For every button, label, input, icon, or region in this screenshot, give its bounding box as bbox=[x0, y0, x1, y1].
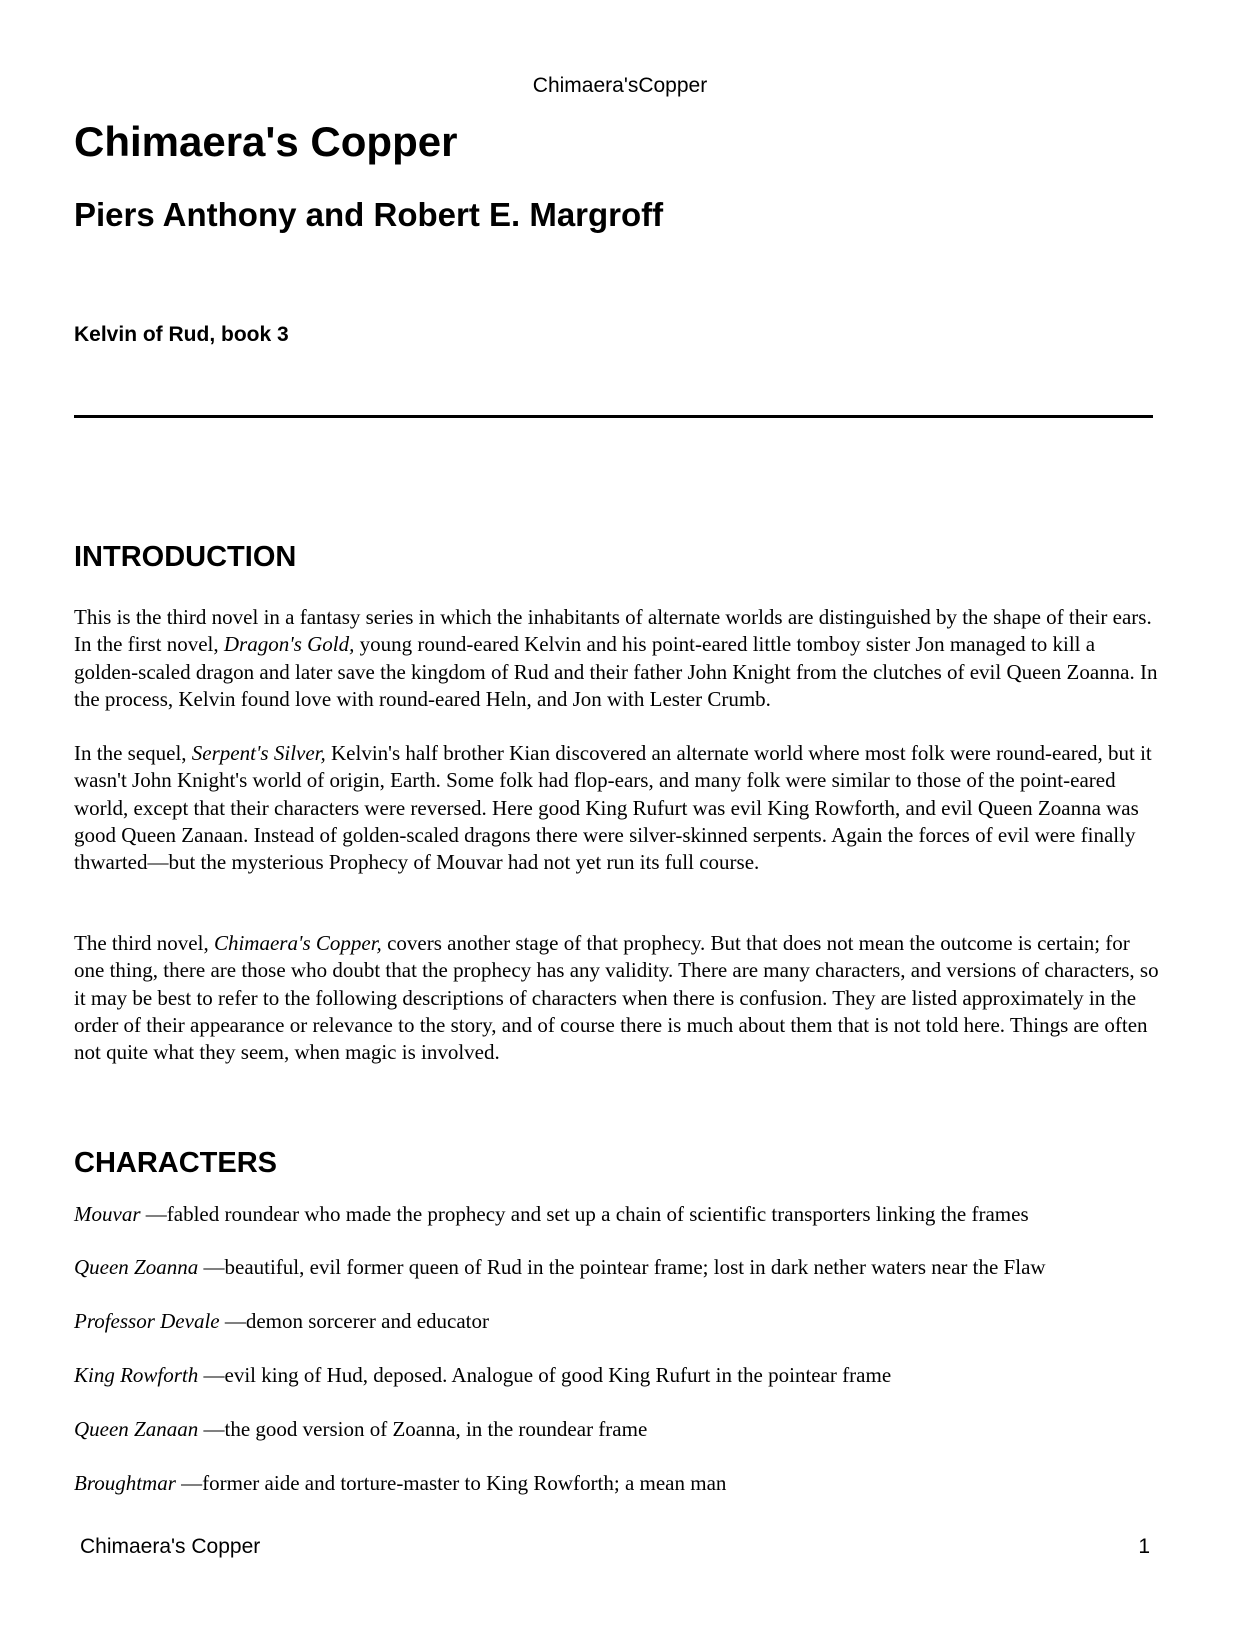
book-title-dragons-gold: Dragon's Gold, bbox=[223, 632, 355, 657]
character-entry bbox=[74, 1362, 1174, 1389]
character-entry bbox=[74, 1470, 1174, 1497]
footer-title: Chimaera's Copper bbox=[80, 1535, 261, 1558]
character-description: —evil king of Hud, deposed. Analogue of good King Rufurt in the pointear frame bbox=[198, 1363, 892, 1387]
text-run: young round-eared Kelvin and his point-eared little tomboy sister Jon managed to kill a golden-scaled dragon and later save the kingdom of Rud and their father John Knight from the clutches of evil Queen Zoanna. In the process, Kelvin found love with round-eared Heln, and Jon with Lester Crumb. bbox=[74, 632, 1158, 711]
character-description: —former aide and torture-master to King Rowforth; a mean man bbox=[175, 1471, 727, 1495]
character-description: —the good version of Zoanna, in the roundear frame bbox=[198, 1417, 648, 1441]
page-number: 1 bbox=[1138, 1535, 1150, 1558]
character-name: Mouvar bbox=[74, 1202, 141, 1226]
character-entry bbox=[74, 1201, 1174, 1228]
book-title-chimaeras-copper: Chimaera's Copper, bbox=[213, 931, 382, 955]
running-header: Chimaera'sCopper bbox=[532, 74, 708, 97]
character-name: Professor Devale bbox=[74, 1309, 220, 1333]
series-subtitle: Kelvin of Rud, book 3 bbox=[74, 323, 289, 346]
character-name: Queen Zoanna bbox=[74, 1255, 199, 1279]
character-description: —fabled roundear who made the prophecy and set up a chain of scientific transporters linking the frames bbox=[140, 1202, 1029, 1226]
text-run: This is the third novel in a fantasy series in which the inhabitants of alternate worlds are distinguished by the shape of their ears. In the first novel, bbox=[74, 605, 1152, 657]
text-run: The third novel, bbox=[74, 931, 214, 955]
intro-paragraph-1 bbox=[74, 604, 1164, 713]
character-name: King Rowforth bbox=[74, 1363, 199, 1387]
intro-paragraph-3 bbox=[74, 930, 1164, 1066]
intro-paragraph-2 bbox=[74, 740, 1164, 876]
horizontal-rule bbox=[74, 415, 1153, 418]
introduction-heading: INTRODUCTION bbox=[74, 541, 297, 573]
book-title-serpents-silver: Serpent's Silver, bbox=[191, 741, 326, 765]
character-description: —demon sorcerer and educator bbox=[219, 1309, 489, 1333]
text-run: covers another stage of that prophecy. But that does not mean the outcome is certain; for one thing, there are those who doubt that the prophecy has any validity. There are many characters, and versions of characters, so it may be best to refer to the following descriptions of characters when there is confusion. They are listed approximately in the order of their appearance or relevance to the story, and of course there is much about them that is not told here. Things are often not quite what they seem, when magic is involved. bbox=[74, 931, 1159, 1065]
character-entry bbox=[74, 1416, 1174, 1443]
authors: Piers Anthony and Robert E. Margroff bbox=[74, 196, 664, 233]
characters-heading: CHARACTERS bbox=[74, 1147, 277, 1179]
character-name: Queen Zanaan bbox=[74, 1417, 199, 1441]
character-entry bbox=[74, 1308, 1174, 1335]
text-run: Kelvin's half brother Kian discovered an alternate world where most folk were round-eared, but it wasn't John Knight's world of origin, Earth. Some folk had flop-ears, and many folk were similar to those of the point-eared world, except that their characters were reversed. Here good King Rufurt was evil King Rowforth, and evil Queen Zoanna was good Queen Zanaan. Instead of golden-scaled dragons there were silver-skinned serpents. Again the forces of evil were finally thwarted—but the mysterious Prophecy of Mouvar had not yet run its full course. bbox=[74, 741, 1152, 875]
text-run: In the sequel, bbox=[74, 741, 192, 765]
character-description: —beautiful, evil former queen of Rud in the pointear frame; lost in dark nether waters near the Flaw bbox=[198, 1255, 1046, 1279]
character-name: Broughtmar bbox=[74, 1471, 176, 1495]
book-title: Chimaera's Copper bbox=[74, 118, 458, 165]
character-entry bbox=[74, 1254, 1174, 1281]
